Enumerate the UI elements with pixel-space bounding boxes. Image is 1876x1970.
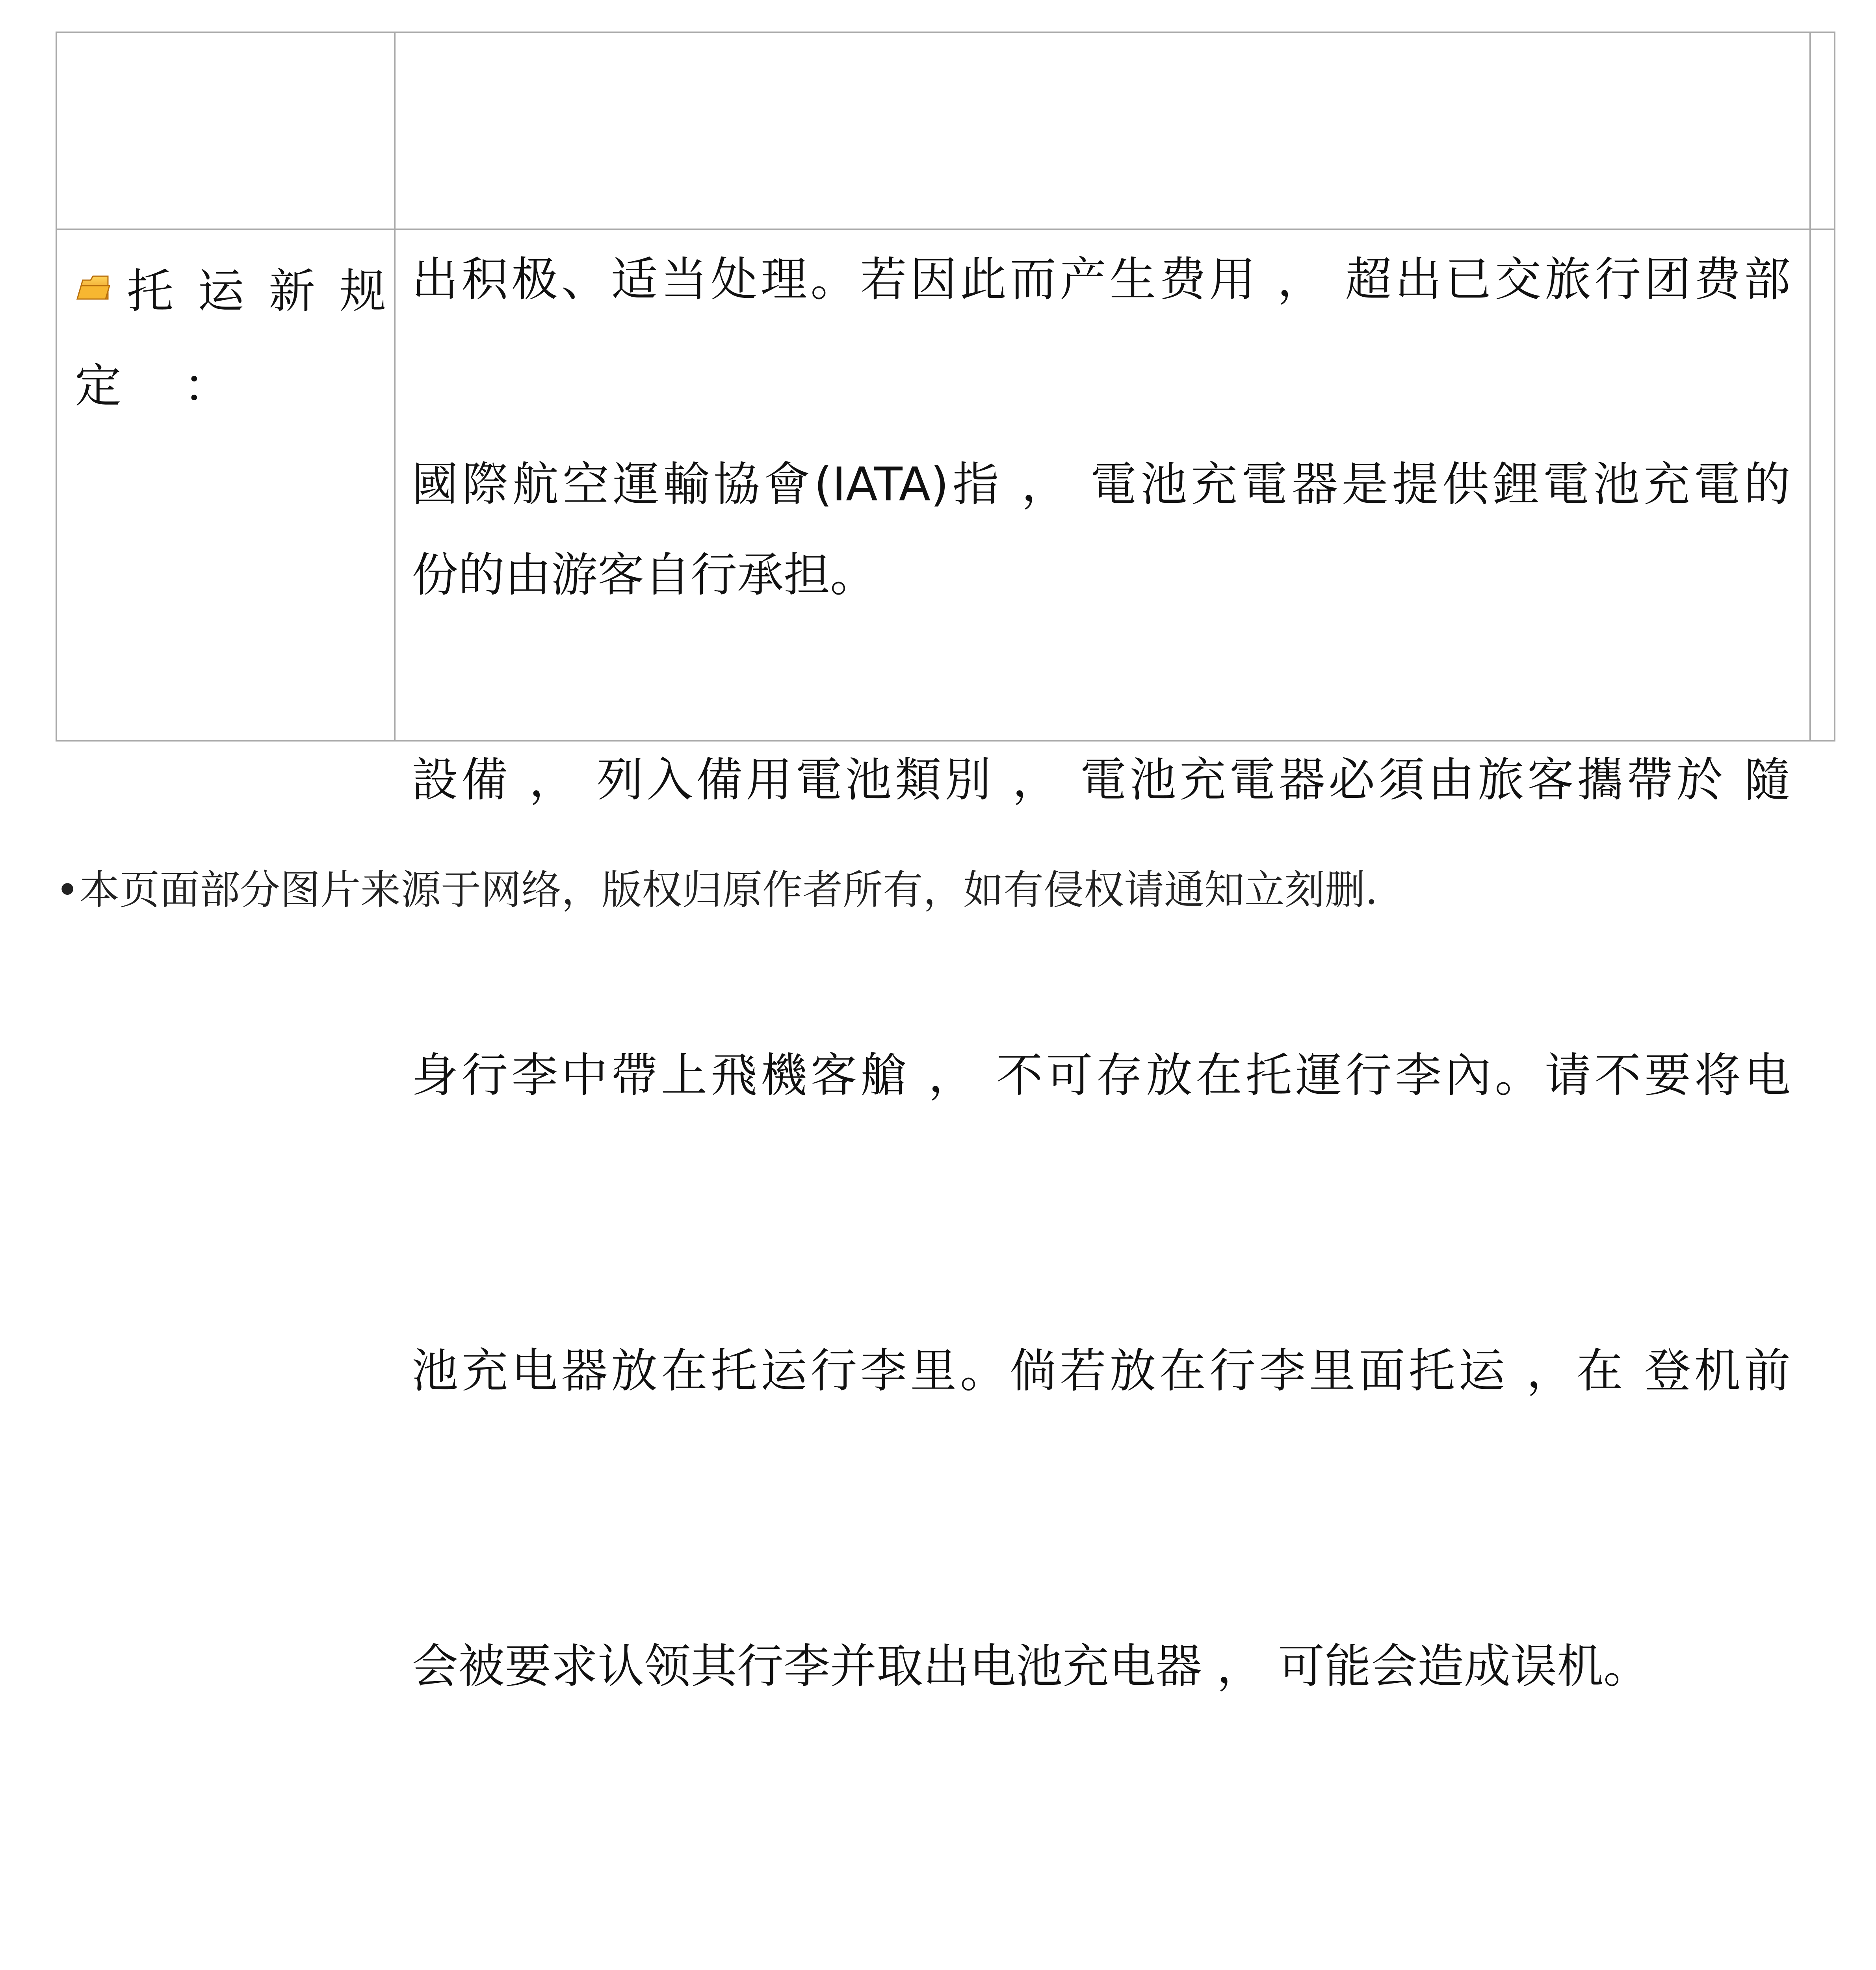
row2-label: 托 运 新 规 <box>127 264 386 318</box>
table-right-border <box>1809 33 1811 740</box>
row1-line: 份的由游客自行承担。 <box>412 548 877 602</box>
table-column-divider <box>394 33 396 740</box>
row2-line: 國際航空運輸協會(IATA)指 ， 電池充電器是提供鋰電池充電的 <box>412 457 1791 511</box>
copyright-footnote: •本页面部分图片来源于网络，版权归原作者所有，如有侵权请通知立刻删. <box>56 867 1378 914</box>
row2-line: 会被要求认领其行李并取出电池充电器 ， 可能会造成误机。 <box>412 1639 1650 1693</box>
row1-line: 出积极、适当处理。若因此而产生费用 ， 超出已交旅行团费部 <box>412 252 1791 307</box>
row2-label-cell <box>75 238 386 435</box>
row2-label-continued: 定 ： <box>75 359 254 413</box>
folder-icon <box>75 271 111 303</box>
row2-line: 設備 ， 列入備用電池類別 ， 電池充電器必須由旅客攜帶於 隨 <box>412 753 1791 807</box>
row2-line: 身行李中帶上飛機客艙 ， 不可存放在托運行李內。请不要将电 <box>412 1048 1791 1102</box>
row2-content-cell <box>412 238 1791 1912</box>
row2-line: 池充电器放在托运行李里。倘若放在行李里面托运 ，在 登机前 <box>412 1344 1791 1398</box>
